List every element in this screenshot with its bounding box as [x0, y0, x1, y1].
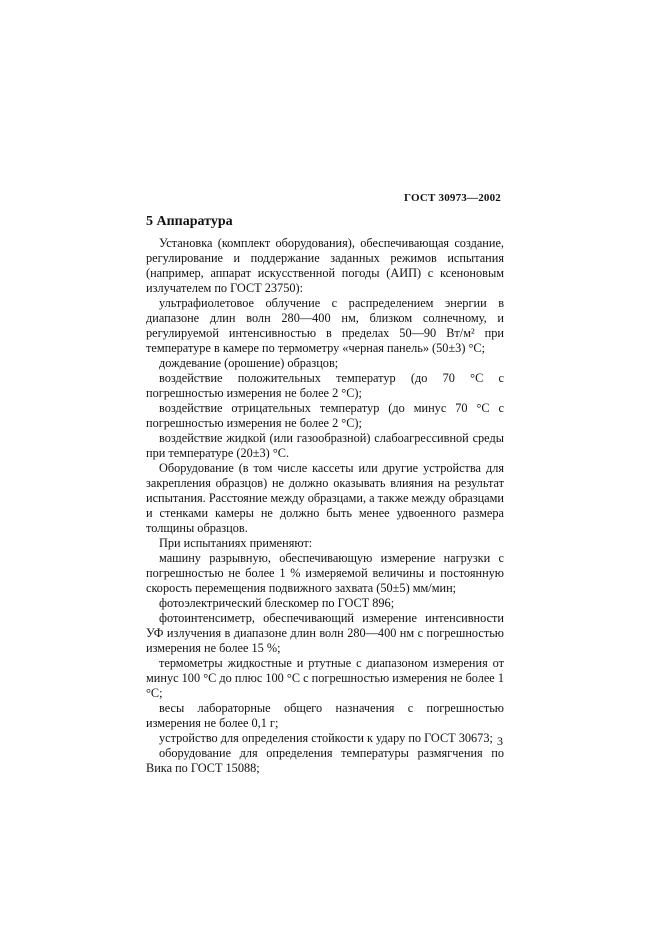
- paragraph: фотоинтенсиметр, обеспечивающий измерение интенсивности УФ излучения в диапазоне длин волн 280—400 нм с погрешностью измерения не более 15 %;: [146, 611, 504, 655]
- paragraph: весы лабораторные общего назначения с погрешностью измерения не более 0,1 г;: [146, 701, 504, 730]
- paragraph: Установка (комплект оборудования), обеспечивающая создание, регулирование и поддержание заданных режимов испытания (например, аппарат искусственной погоды (АИП) с ксеноновым излучателем по ГОСТ 23750):: [146, 236, 504, 295]
- paragraph: оборудование для определения температуры размягчения по Вика по ГОСТ 15088;: [146, 746, 504, 775]
- section-number: 5: [146, 214, 153, 229]
- paragraph: фотоэлектрический блескомер по ГОСТ 896;: [159, 596, 395, 610]
- paragraph: воздействие жидкой (или газообразной) слабоагрессивной среды при температуре (20±3) °С.: [146, 431, 504, 460]
- section-title: Аппаратура: [156, 214, 233, 229]
- paragraph: Оборудование (в том числе кассеты или другие устройства для закрепления образцов) не должно оказывать влияния на результат испытания. Расстояние между образцами, а также между образцами и стенками камеры не должно быть менее удвоенного размера толщины образцов.: [146, 461, 504, 535]
- paragraph: ультрафиолетовое облучение с распределением энергии в диапазоне длин волн 280—400 нм, близком солнечному, и регулируемой интенсивностью в пределах 50—90 Вт/м² при температуре в камере по термометру «черная панель» (50±3) °С;: [146, 296, 504, 355]
- paragraph: воздействие отрицательных температур (до минус 70 °С с погрешностью измерения не более 2 °С);: [146, 401, 504, 430]
- paragraph: При испытаниях применяют:: [159, 536, 313, 550]
- section-heading: [146, 214, 233, 230]
- section-body: [146, 236, 504, 776]
- document-code: ГОСТ 30973—2002: [404, 192, 501, 204]
- paragraph: устройство для определения стойкости к удару по ГОСТ 30673;: [159, 731, 493, 745]
- paragraph: машину разрывную, обеспечивающую измерение нагрузки с погрешностью не более 1 % измеряемой величины и постоянную скорость перемещения подвижного захвата (50±5) мм/мин;: [146, 551, 504, 595]
- paragraph: термометры жидкостные и ртутные с диапазоном измерения от минус 100 °С до плюс 100 °С с погрешностью измерения не более 1 °С;: [146, 656, 504, 700]
- page-number: 3: [497, 734, 503, 748]
- paragraph: воздействие положительных температур (до 70 °С с погрешностью измерения не более 2 °С);: [146, 371, 504, 400]
- paragraph: дождевание (орошение) образцов;: [159, 356, 339, 370]
